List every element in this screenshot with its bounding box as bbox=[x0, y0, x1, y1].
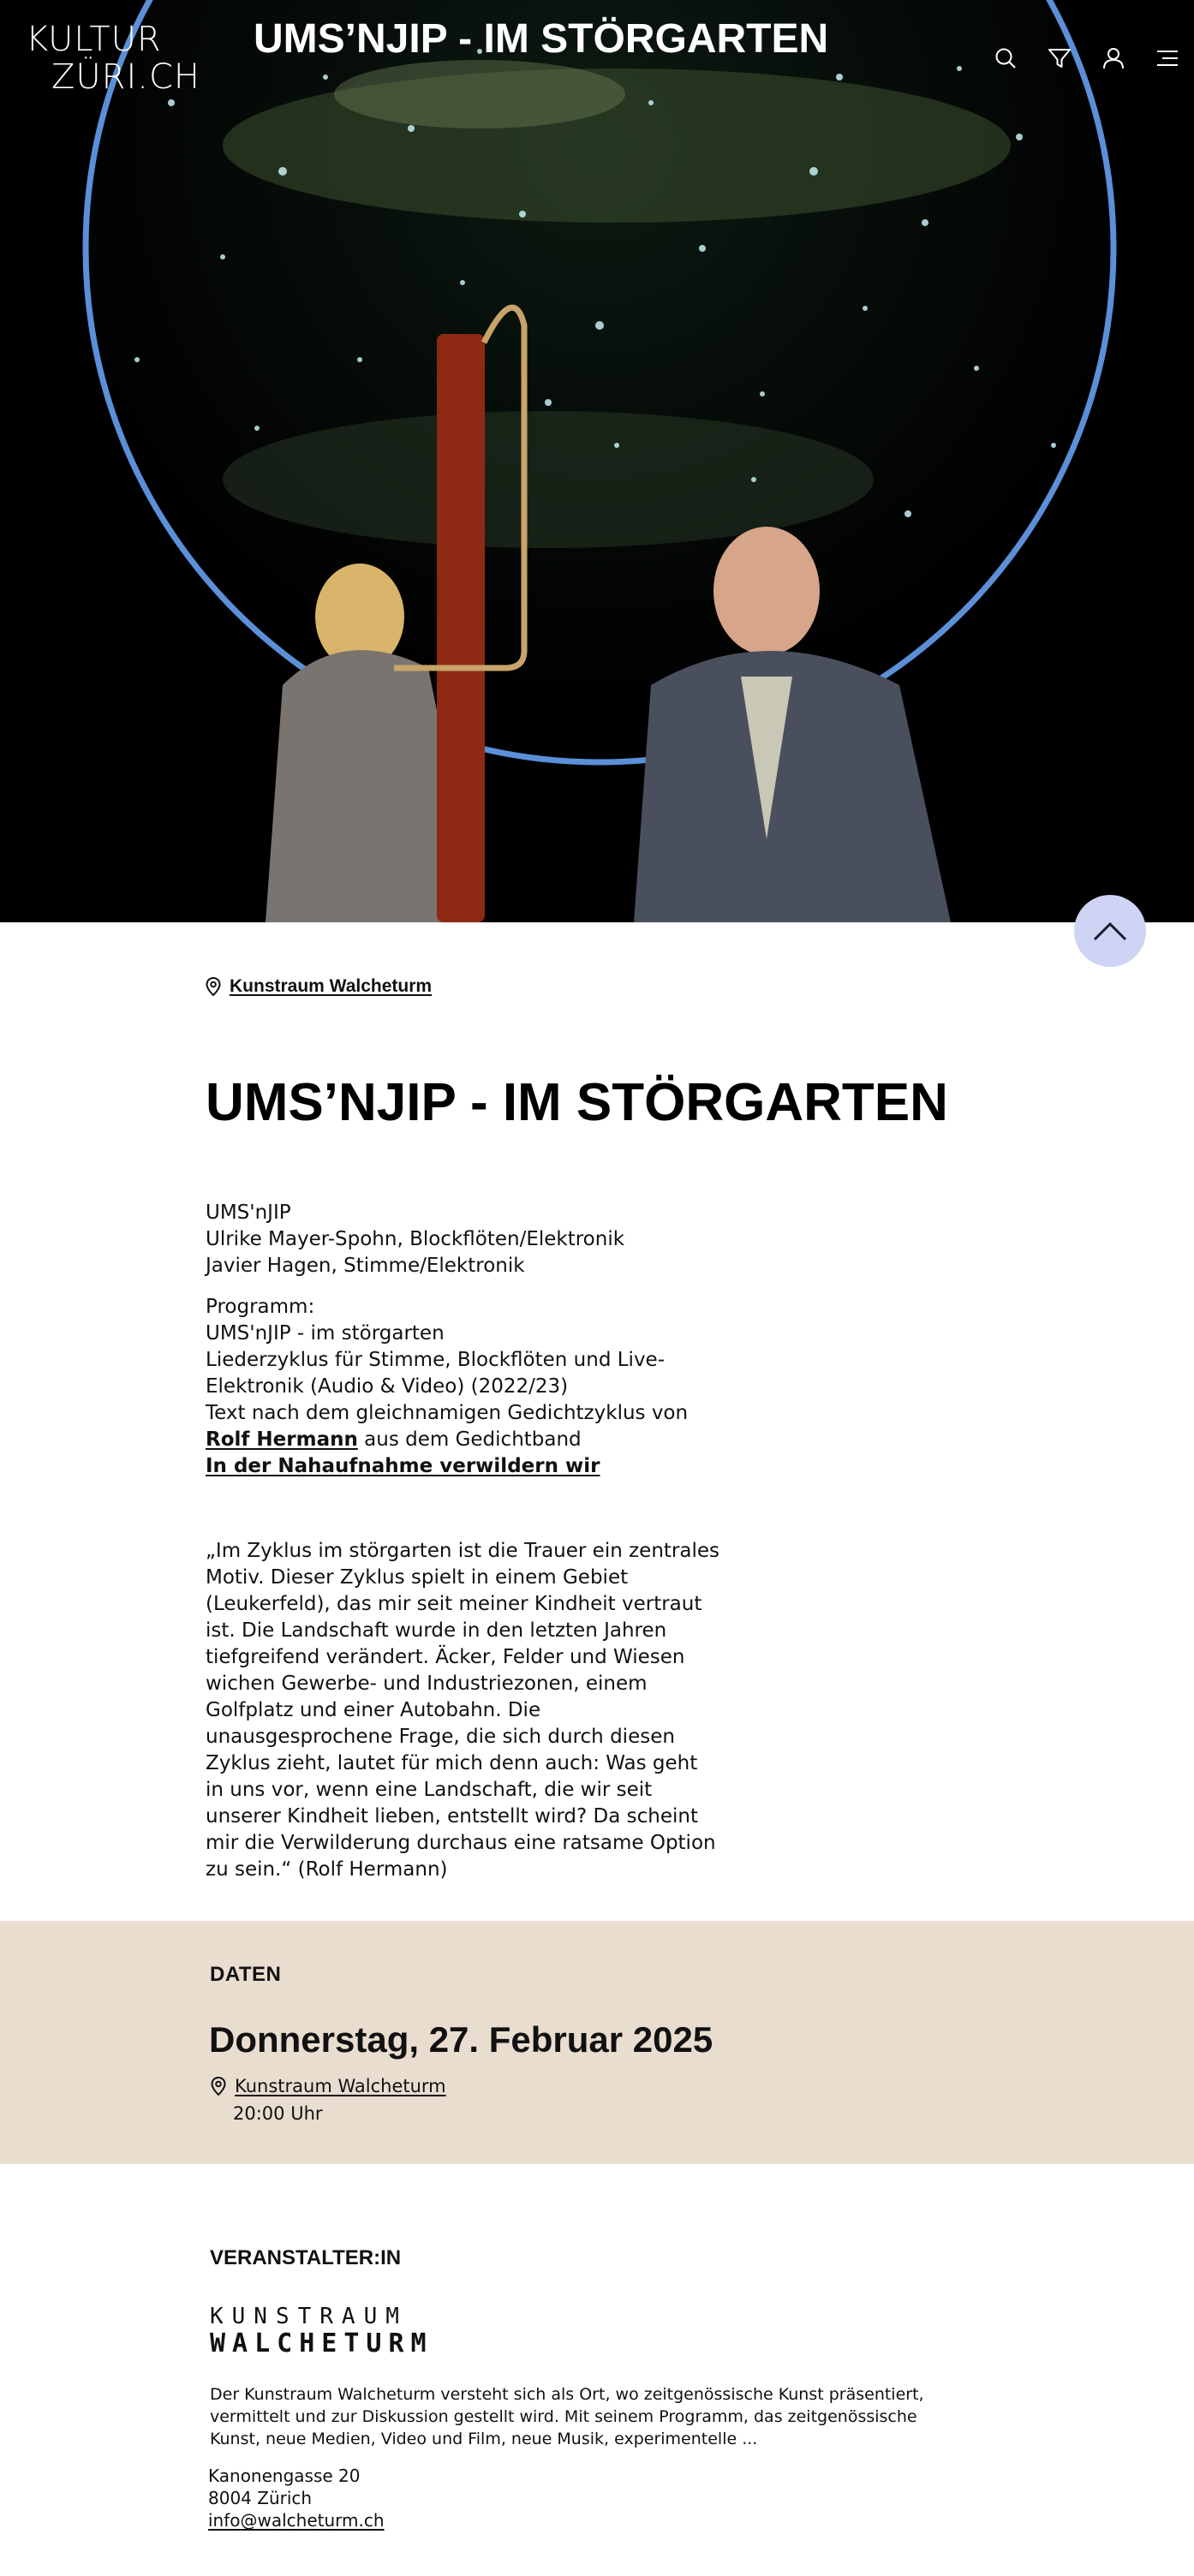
organizer-address bbox=[208, 2465, 385, 2531]
logo-line-2: ZÜRI.CH bbox=[51, 57, 200, 97]
hero-image bbox=[0, 0, 1194, 922]
menu-icon[interactable] bbox=[1140, 41, 1194, 75]
program-line: Liederzyklus für Stimme, Blockflöten und Live- bbox=[206, 1349, 666, 1371]
venue-link[interactable] bbox=[206, 976, 994, 997]
event-quote: „Im Zyklus im störgarten ist die Trauer ein zentrales Motiv. Dieser Zyklus spielt in einem Gebiet (Leukerfeld), das mir seit meiner Kindheit vertraut ist. Die Landschaft wurde in den letzten Jahren tiefgreifend verändert. Äcker, Felder und Wiesen wichen Gewerbe- und Industriezonen, einem Golfplatz und einer Autobahn. Die unausgesprochene Frage, die sich durch diesen Zyklus zieht, lautet für mich denn auch: Was geht in uns vor, wenn eine Landschaft, die wir seit unserer Kindheit lieben, entstellt wird? Da scheint mir die Verwilderung durchaus eine ratsame Option zu sein.“ (Rolf Hermann) bbox=[206, 1540, 719, 1881]
event-date: Donnerstag, 27. Februar 2025 bbox=[209, 2019, 713, 2060]
organizer-city: 8004 Zürich bbox=[208, 2488, 313, 2508]
event-time: 20:00 Uhr bbox=[233, 2103, 323, 2124]
logo-line-1: KULTUR bbox=[26, 20, 162, 59]
dates-section bbox=[0, 1921, 1194, 2164]
dates-venue-link[interactable] bbox=[211, 2076, 446, 2096]
performer-line: UMS'nJIP bbox=[206, 1202, 291, 1224]
hero-photo bbox=[0, 0, 1194, 922]
location-pin-icon bbox=[211, 2077, 226, 2096]
chevron-up-icon bbox=[1090, 910, 1131, 951]
organizer-logo-line-1: KUNSTRAUM bbox=[210, 2304, 408, 2329]
program-line: UMS'nJIP - im störgarten bbox=[206, 1322, 445, 1345]
dates-heading: DATEN bbox=[210, 1963, 282, 1986]
location-pin-icon bbox=[206, 977, 221, 996]
organizer-logo[interactable] bbox=[210, 2304, 433, 2358]
user-icon[interactable] bbox=[1086, 41, 1140, 75]
search-icon[interactable] bbox=[978, 41, 1032, 75]
performer-line: Javier Hagen, Stimme/Elektronik bbox=[206, 1255, 525, 1277]
organizer-logo-line-2: WALCHETURM bbox=[210, 2329, 433, 2358]
site-logo[interactable] bbox=[26, 21, 200, 96]
program-line: Text nach dem gleichnamigen Gedichtzyklus von bbox=[206, 1402, 689, 1424]
organizer-heading: VERANSTALTER:IN bbox=[210, 2246, 402, 2269]
filter-icon[interactable] bbox=[1032, 41, 1086, 75]
page-title: UMS’NJIP - IM STÖRGARTEN bbox=[206, 1073, 948, 1132]
program-block bbox=[206, 1294, 737, 1480]
dates-venue-label: Kunstraum Walcheturm bbox=[235, 2076, 446, 2096]
venue-link-label: Kunstraum Walcheturm bbox=[230, 976, 433, 996]
author-link[interactable]: Rolf Hermann bbox=[206, 1428, 358, 1451]
book-link[interactable]: In der Nahaufnahme verwildern wir bbox=[206, 1455, 600, 1477]
event-location bbox=[206, 976, 994, 997]
program-line: aus dem Gedichtband bbox=[357, 1428, 582, 1451]
performer-line: Ulrike Mayer-Spohn, Blockflöten/Elektronik bbox=[206, 1228, 625, 1250]
top-icon-bar bbox=[978, 41, 1194, 75]
organizer-email-link[interactable]: info@walcheturm.ch bbox=[208, 2510, 385, 2531]
organizer-street: Kanonengasse 20 bbox=[208, 2466, 361, 2486]
event-description bbox=[206, 1200, 737, 1494]
performers-block bbox=[206, 1200, 737, 1279]
program-label: Programm: bbox=[206, 1296, 315, 1318]
organizer-description: Der Kunstraum Walcheturm versteht sich als Ort, wo zeitgenössische Kunst präsentiert, vermittelt und zur Diskussion gestellt wird. Mit seinem Programm, das zeitgenössische Kunst, neue Medien, Video und Film, neue Musik, experimentelle ... bbox=[210, 2385, 924, 2448]
program-line: Elektronik (Audio & Video) (2022/23) bbox=[206, 1375, 569, 1398]
header-title: UMS’NJIP - IM STÖRGARTEN bbox=[254, 16, 829, 62]
top-navigation bbox=[0, 0, 1194, 97]
scroll-to-top-button[interactable] bbox=[1074, 895, 1146, 967]
